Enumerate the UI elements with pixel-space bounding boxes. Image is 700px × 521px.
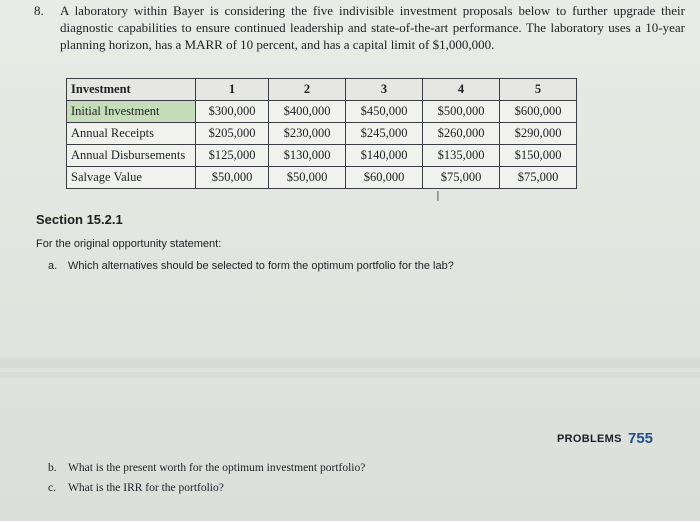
table-cell: $290,000 xyxy=(500,123,577,145)
column-header: 3 xyxy=(346,79,423,101)
page-number: 755 xyxy=(628,430,654,447)
table-cell: $260,000 xyxy=(423,123,500,145)
table-cell: $75,000 xyxy=(423,167,500,189)
section-title: Section 15.2.1 xyxy=(36,212,123,227)
table-cell: $125,000 xyxy=(196,145,269,167)
question-text: What is the IRR for the portfolio? xyxy=(68,482,224,494)
question-a xyxy=(48,260,548,276)
row-label: Annual Disbursements xyxy=(67,145,196,167)
table-header-row xyxy=(67,79,577,101)
table-cell: $230,000 xyxy=(269,123,346,145)
problem-statement: A laboratory within Bayer is considering the five indivisible investment proposals below to further upgrade their diagnostic capabilities to ensure continued leadership and state-of-the-art performance. The laboratory uses a 10-year planning horizon, has a MARR of 10 percent, and has a capital limit of $1,000,000. xyxy=(60,3,685,52)
table-cell: $300,000 xyxy=(196,101,269,123)
question-b xyxy=(48,462,468,478)
text-cursor-icon: I xyxy=(436,190,440,205)
table-cell: $130,000 xyxy=(269,145,346,167)
question-label: b. xyxy=(48,462,57,474)
table-row xyxy=(67,145,577,167)
footer-section-label: PROBLEMS xyxy=(557,433,622,445)
table-cell: $245,000 xyxy=(346,123,423,145)
question-text: Which alternatives should be selected to form the optimum portfolio for the lab? xyxy=(68,260,454,272)
table-cell: $450,000 xyxy=(346,101,423,123)
table-cell: $205,000 xyxy=(196,123,269,145)
table-cell: $500,000 xyxy=(423,101,500,123)
row-label: Annual Receipts xyxy=(67,123,196,145)
column-header: 4 xyxy=(423,79,500,101)
table-cell: $50,000 xyxy=(196,167,269,189)
table-cell: $50,000 xyxy=(269,167,346,189)
table-cell: $600,000 xyxy=(500,101,577,123)
page-shadow-band xyxy=(0,372,700,378)
table-cell: $150,000 xyxy=(500,145,577,167)
table-cell: $75,000 xyxy=(500,167,577,189)
table-cell: $60,000 xyxy=(346,167,423,189)
table-row xyxy=(67,101,577,123)
question-label: a. xyxy=(48,260,58,272)
column-header: 2 xyxy=(269,79,346,101)
question-text: What is the present worth for the optimum investment portfolio? xyxy=(68,462,366,474)
section-statement: For the original opportunity statement: xyxy=(36,238,222,250)
table-cell: $400,000 xyxy=(269,101,346,123)
problem-number: 8. xyxy=(34,3,44,18)
row-label: Initial Investment xyxy=(67,101,196,123)
table-cell: $135,000 xyxy=(423,145,500,167)
table-row xyxy=(67,167,577,189)
question-c xyxy=(48,482,468,498)
investment-table xyxy=(66,78,577,189)
page-shadow-band xyxy=(0,358,700,368)
row-label: Salvage Value xyxy=(67,167,196,189)
table-header-label: Investment xyxy=(67,79,196,101)
column-header: 5 xyxy=(500,79,577,101)
table-row xyxy=(67,123,577,145)
table-cell: $140,000 xyxy=(346,145,423,167)
question-label: c. xyxy=(48,482,56,494)
column-header: 1 xyxy=(196,79,269,101)
